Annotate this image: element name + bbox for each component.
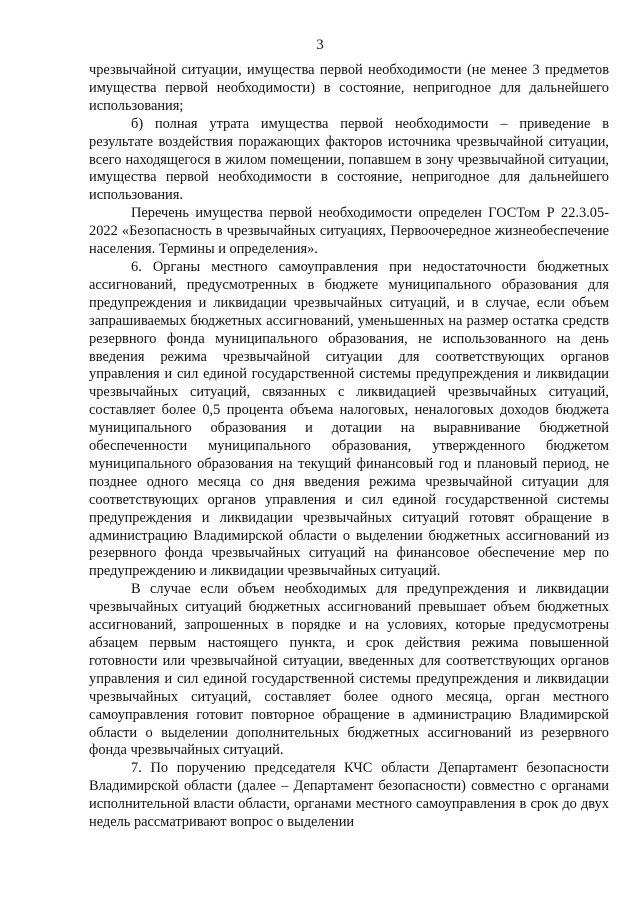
page-number: 3 [316,37,324,53]
paragraph-continuation: чрезвычайной ситуации, имущества первой необходимости (не менее 3 предметов имущества первой необходимости) в состояние, непригодное для дальнейшего использования; [89,62,609,114]
paragraph-item-7: 7. По поручению председателя КЧС области Департамент безопасности Владимирской области (далее – Департамент безопасности) совместно с органами исполнительной власти области, органами местного самоуправления в срок до двух недель рассматривают вопрос о выделении [89,760,609,831]
paragraph-gost-reference: Перечень имущества первой необходимости определен ГОСТом Р 22.3.05-2022 «Безопасность в чрезвычайных ситуациях, Первоочередное жизнеобеспечение населения. Термины и определения». [89,205,609,258]
document-body [89,62,609,832]
paragraph-item-6: 6. Органы местного самоуправления при недостаточности бюджетных ассигнований, предусмотренных в бюджете муниципального образования для предупреждения и ликвидации чрезвычайных ситуаций, и в случае, если объем запрашиваемых бюджетных ассигнований, уменьшенных на размер остатка средств резервного фонда муниципального образования, не использованного на день введения режима чрезвычайной ситуации для соответствующих органов управления и сил единой государственной системы предупреждения и ликвидации чрезвычайных ситуаций, связанных с ликвидацией чрезвычайных ситуаций, составляет более 0,5 процента объема налоговых, неналоговых доходов бюджета муниципального образования и дотации на выравнивание бюджетной обеспеченности муниципального образования, утвержденного бюджетом муниципального образования на текущий финансовый год и плановый период, не позднее одного месяца со дня введения режима чрезвычайной ситуации для соответствующих органов управления и сил единой государственной системы предупреждения и ликвидации чрезвычайных ситуаций готовят обращение в администрацию Владимирской области о выделении бюджетных ассигнований из резервного фонда чрезвычайных ситуаций на финансовое обеспечение мер по предупреждению и ликвидации чрезвычайных ситуаций. [89,258,609,580]
paragraph-total-loss: б) полная утрата имущества первой необходимости – приведение в результате воздействия поражающих факторов источника чрезвычайной ситуации, всего находящегося в жилом помещении, попавшем в зону чрезвычайной ситуации, имущества первой необходимости в состояние, непригодное для дальнейшего использования. [89,115,609,204]
paragraph-repeat-request: В случае если объем необходимых для предупреждения и ликвидации чрезвычайных ситуаций бюджетных ассигнований превышает объем бюджетных ассигнований, запрошенных в порядке и на условиях, которые предусмотрены абзацем первым настоящего пункта, и срок действия режима повышенной готовности или чрезвычайной ситуации, введенных для соответствующих органов управления и сил единой государственной системы предупреждения и ликвидации чрезвычайных ситуаций, составляет более одного месяца, орган местного самоуправления готовит повторное обращение в администрацию Владимирской области о выделении дополнительных бюджетных ассигнований из резервного фонда чрезвычайных ситуаций. [89,581,609,759]
